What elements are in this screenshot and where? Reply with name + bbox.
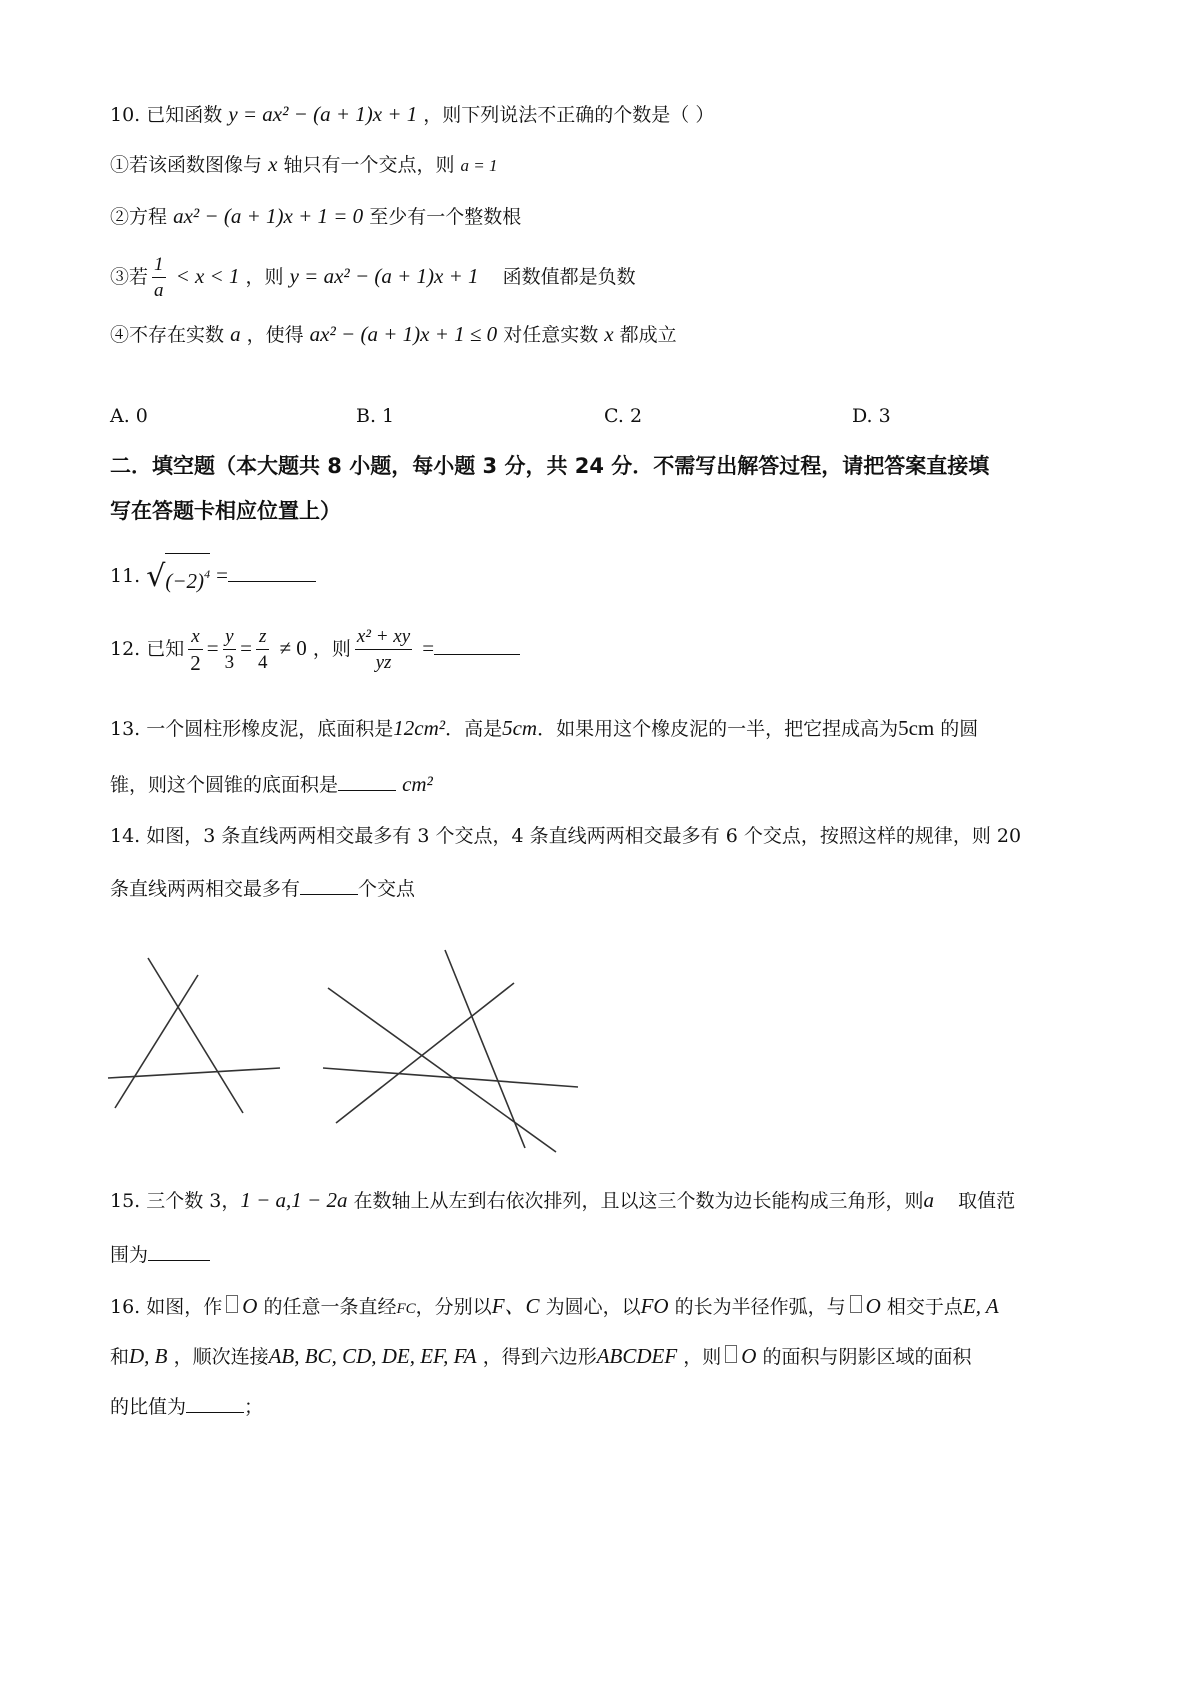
- q15-line1: 15. 三个数 3，1 − a,1 − 2a 在数轴上从左到右依次排列，且以这三个数为边长能构成三角形，则a 取值范: [110, 1188, 1016, 1212]
- figure2-line-c: [445, 950, 525, 1148]
- q10-statement-4: ④不存在实数 a ，使得 ax² − (a + 1)x + 1 ≤ 0 对任意实数 x 都成立: [110, 322, 677, 346]
- missing-glyph-icon: [725, 1345, 737, 1363]
- q16-line1: 16. 如图，作 O 的任意一条直经FC，分别以F、C 为圆心，以FO 的长为半径作弧，与 O 相交于点E, A: [110, 1294, 999, 1318]
- q10-stem: 10. 已知函数 y = ax² − (a + 1)x + 1 ，则下列说法不正确的个数是（ ）: [110, 102, 715, 126]
- q10-option-a: A. 0: [110, 405, 148, 427]
- q10-option-d: D. 3: [852, 405, 891, 427]
- q10-option-b: B. 1: [356, 405, 395, 427]
- q14-line2: 条直线两两相交最多有 个交点: [110, 874, 415, 903]
- q15-answer-blank[interactable]: [148, 1240, 210, 1261]
- q13-line2: 锥，则这个圆锥的底面积是 cm²: [110, 772, 433, 796]
- q10-statement-3: ③若 $\frac{1}{a}$ < x < 1 ，则 y = ax² − (a + 1)x + 1 函数值都是负数: [110, 248, 636, 305]
- figure2-line-a: [328, 988, 556, 1152]
- q15-line2: 围为: [110, 1240, 210, 1269]
- figure1-line-c: [108, 1068, 280, 1078]
- q12: 12. 已知 $\frac{x}{2}$ = $\frac{y}{3}$ = $\frac{z}{4}$ ≠ 0 ，则 $\frac{\text{x² + xy}}{yz}$ =: [110, 620, 520, 677]
- section-heading-line2: 写在答题卡相应位置上）: [110, 499, 341, 523]
- square-root: $√(-2)^4$: [146, 553, 210, 601]
- q13-line1: 13. 一个圆柱形橡皮泥，底面积是12cm²．高是5cm．如果用这个橡皮泥的一半，把它捏成高为5cm 的圆: [110, 716, 979, 740]
- missing-glyph-icon: [850, 1295, 862, 1313]
- section-heading-line1: 二．填空题（本大题共 8 小题，每小题 3 分，共 24 分．不需写出解答过程，请把答案直接填: [110, 454, 990, 478]
- q10-option-c: C. 2: [604, 405, 643, 427]
- q10-statement-1: ①若该函数图像与 x 轴只有一个交点，则 a = 1: [110, 152, 498, 176]
- fraction-1-over-a: $\frac{1}{a}$: [154, 253, 164, 301]
- figure2-line-d: [323, 1068, 578, 1087]
- figure1-line-b: [115, 975, 198, 1108]
- missing-glyph-icon: [226, 1295, 238, 1313]
- q10-statement-2: ②方程 ax² − (a + 1)x + 1 = 0 至少有一个整数根: [110, 204, 522, 228]
- q16-answer-blank[interactable]: [186, 1392, 244, 1413]
- q16-line2: 和D, B ，顺次连接AB, BC, CD, DE, EF, FA ，得到六边形ABCDEF ，则 O 的面积与阴影区域的面积: [110, 1344, 972, 1368]
- q14-line1: 14. 如图，3 条直线两两相交最多有 3 个交点，4 条直线两两相交最多有 6 个交点，按照这样的规律，则 20: [110, 825, 1022, 847]
- figure1-line-a: [148, 958, 243, 1113]
- q11: 11. $√(-2)^4$ =: [110, 553, 316, 601]
- q16-line3: 的比值为 ；: [110, 1392, 263, 1421]
- q10-function: y = ax² − (a + 1)x + 1: [228, 102, 418, 126]
